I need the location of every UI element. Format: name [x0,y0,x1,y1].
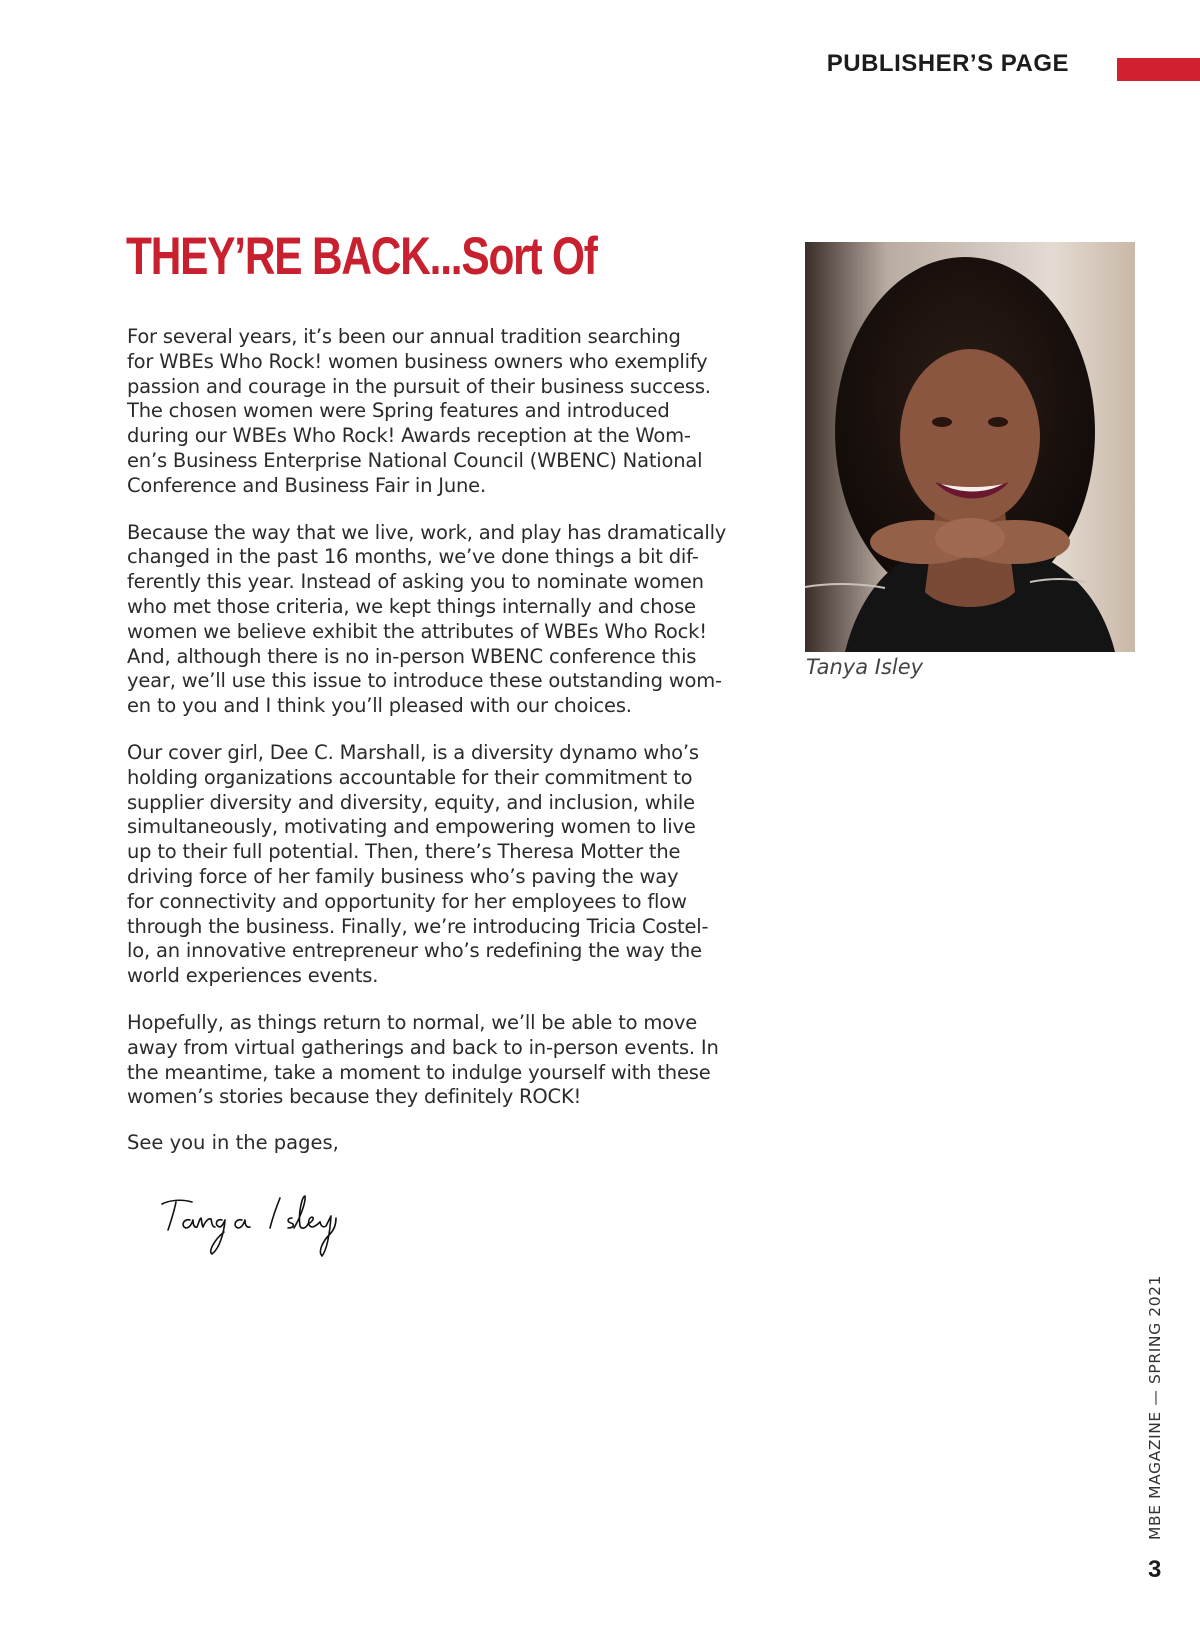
paragraph-line: away from virtual gatherings and back to in-person events. In [127,1035,719,1059]
paragraph-line: Our cover girl, Dee C. Marshall, is a diversity dynamo who’s [127,740,699,764]
paragraph-line: Conference and Business Fair in June. [127,473,486,497]
section-label: PUBLISHER’S PAGE [826,50,1069,77]
handwritten-signature [160,1190,360,1280]
paragraph-line: world experiences events. [127,964,379,988]
section-accent-bar [1117,58,1200,81]
paragraph-line: en to you and I think you’ll pleased with our choices. [127,694,632,718]
page-number: 3 [1148,1556,1162,1583]
paragraph-line: ferently this year. Instead of asking you to nominate women [127,570,704,594]
paragraph-line: simultaneously, motivating and empowering women to live [127,815,696,839]
paragraph-line: en’s Business Enterprise National Council (WBENC) National [127,448,703,472]
paragraph-line: For several years, it’s been our annual tradition searching [127,325,681,348]
article-paragraph [127,1011,727,1110]
paragraph-line: the meantime, take a moment to indulge yourself with these [127,1060,711,1084]
paragraph-line: year, we’ll use this issue to introduce these outstanding wom- [127,669,722,693]
article-paragraph [127,325,727,499]
paragraph-line: through the business. Finally, we’re introducing Tricia Costel- [127,914,709,938]
paragraph-line: lo, an innovative entrepreneur who’s redefining the way the [127,939,702,963]
paragraph-line: driving force of her family business who’s paving the way [127,864,679,888]
article-body [127,325,727,1132]
paragraph-line: up to their full potential. Then, there’s Theresa Motter the [127,840,681,864]
paragraph-line: women we believe exhibit the attributes of WBEs Who Rock! [127,619,707,643]
paragraph-line: Because the way that we live, work, and play has dramatically [127,520,727,544]
paragraph-line: And, although there is no in-person WBENC conference this [127,644,697,668]
closing-line: See you in the pages, [127,1131,339,1154]
paragraph-line: changed in the past 16 months, we’ve done things a bit dif- [127,545,699,569]
paragraph-line: supplier diversity and diversity, equity, and inclusion, while [127,790,695,814]
paragraph-line: during our WBEs Who Rock! Awards reception at the Wom- [127,424,691,448]
paragraph-line: who met those criteria, we kept things internally and chose [127,594,696,618]
photo-caption: Tanya Isley [806,655,924,679]
publication-label: MBE MAGAZINE — SPRING 2021 [1146,1274,1164,1540]
paragraph-line: holding organizations accountable for their commitment to [127,765,693,789]
article-headline: THEY’RE BACK...Sort Of [126,227,597,286]
paragraph-line: The chosen women were Spring features and introduced [127,399,670,423]
paragraph-line: women’s stories because they definitely ROCK! [127,1085,582,1109]
paragraph-line: for WBEs Who Rock! women business owners who exemplify [127,349,708,373]
article-paragraph [127,521,727,719]
paragraph-line: passion and courage in the pursuit of their business success. [127,374,711,398]
article-paragraph [127,741,727,989]
paragraph-line: Hopefully, as things return to normal, we’ll be able to move [127,1010,698,1034]
paragraph-line: for connectivity and opportunity for her employees to flow [127,889,687,913]
portrait-photo [805,242,1135,652]
